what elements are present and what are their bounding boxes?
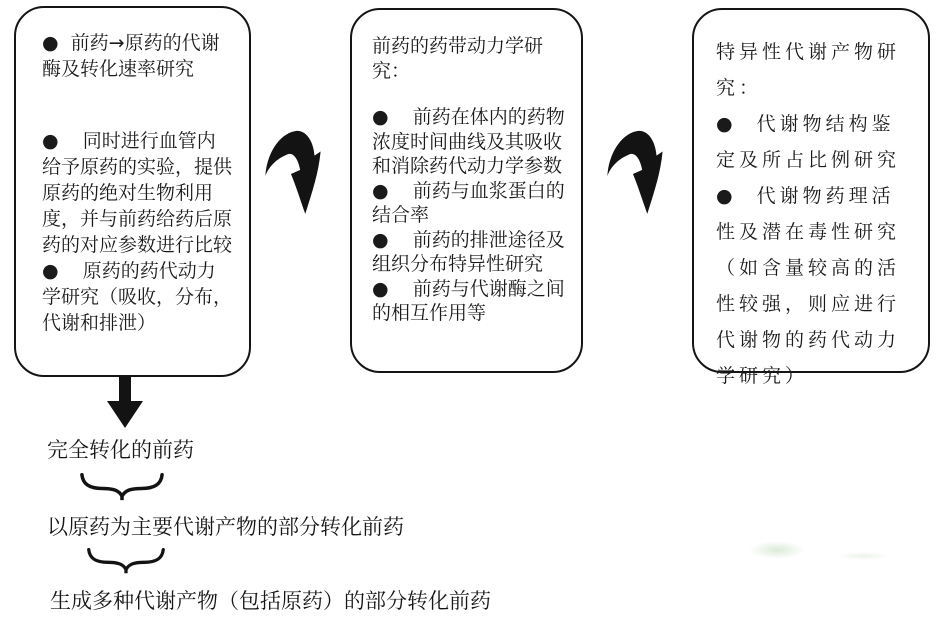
bullet-para: ● 前药在体内的药物浓度时间曲线及其吸收和消除药代动力学参数 [372, 106, 565, 177]
bullet-para: ● 代谢物结构鉴定及所占比例研究 [716, 113, 901, 171]
box-title: 特异性代谢产物研究： [716, 41, 901, 99]
bullet-para: ● 前药→原药的代谢酶及转化速率研究 [42, 32, 220, 80]
underbrace-icon [86, 546, 166, 575]
outcome-partially-converted-prodrug-multiple-metabolites: 生成多种代谢产物（包括原药）的部分转化前药 [50, 589, 491, 613]
curved-flow-arrow-icon [264, 128, 322, 218]
outcome-partially-converted-prodrug-main-parent: 以原药为主要代谢产物的部分转化前药 [47, 515, 404, 539]
outcome-fully-converted-prodrug: 完全转化的前药 [47, 438, 194, 462]
box-prodrug-to-parent-drug-studies [14, 6, 251, 377]
bullet-para: ● 原药的药代动力学研究（吸收，分布，代谢和排泄） [42, 260, 233, 334]
bullet-para: ● 前药与代谢酶之间的相互作用等 [372, 277, 565, 324]
faint-watermark-smudge [735, 534, 915, 568]
box-specific-metabolite-studies [692, 8, 930, 387]
box-prodrug-pharmacokinetics-studies [350, 8, 583, 373]
bullet-para: ● 代谢物药理活性及潜在毒性研究（如含量较高的活性较强，则应进行代谢物的药代动力学研究） [716, 185, 901, 387]
bullet-para: ● 前药与血浆蛋白的结合率 [372, 179, 565, 226]
bullet-para: ● 前药的排泄途径及组织分布特异性研究 [372, 228, 565, 275]
box-title: 前药的药带动力学研究： [372, 35, 544, 82]
curved-flow-arrow-icon [606, 128, 664, 218]
underbrace-icon [79, 471, 165, 502]
down-arrow-icon [106, 376, 144, 428]
bullet-para: ● 同时进行血管内给予原药的实验，提供原药的绝对生物利用度，并与前药给药后原药的对应参数进行比较 [42, 130, 233, 256]
